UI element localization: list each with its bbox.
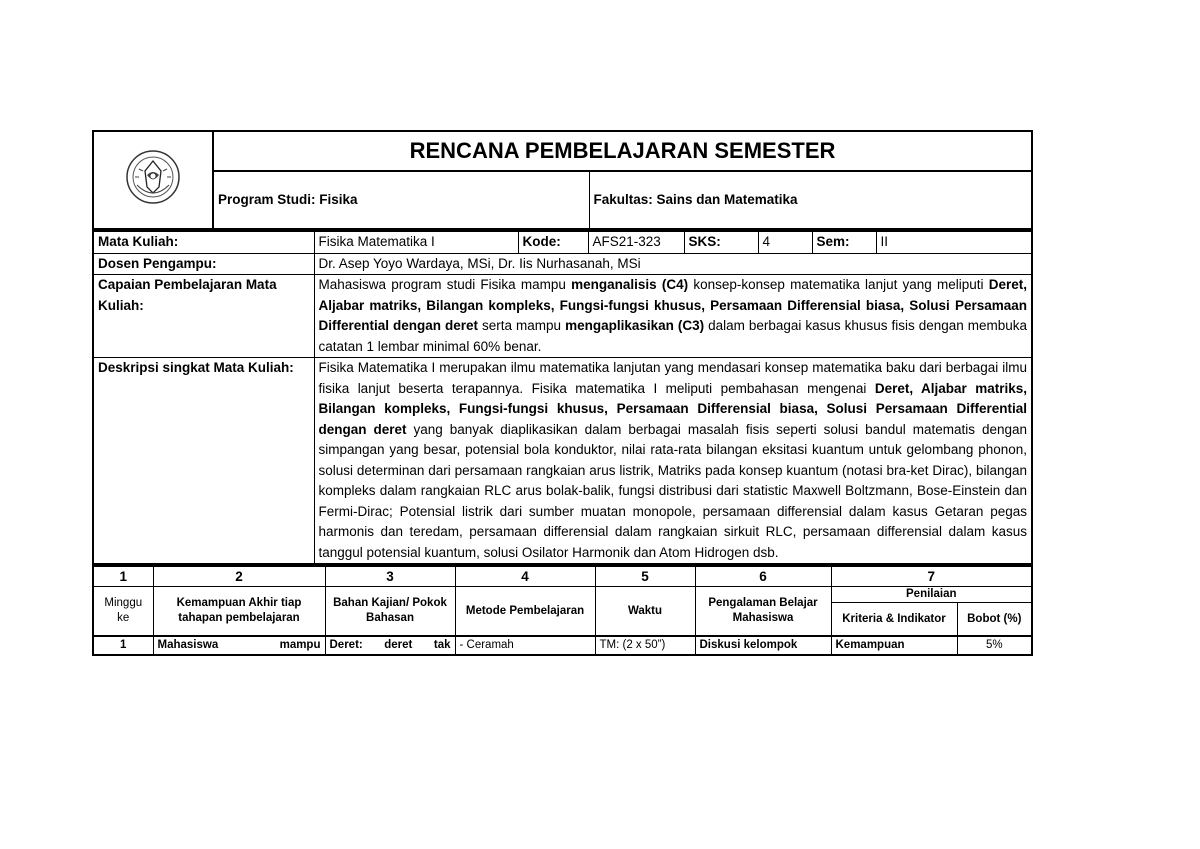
fakultas: Fakultas: Sains dan Matematika: [589, 171, 1032, 229]
capaian-bold: menganalisis (C4): [571, 277, 689, 292]
capaian-part: Mahasiswa program studi Fisika mampu: [318, 277, 572, 292]
col-number: 6: [695, 566, 831, 587]
header-pengalaman: Pengalaman Belajar Mahasiswa: [695, 587, 831, 637]
header-kemampuan: Kemampuan Akhir tiap tahapan pembelajaran: [153, 587, 325, 637]
dosen-label: Dosen Pengampu:: [93, 253, 314, 275]
sks-label: SKS:: [684, 231, 758, 253]
col-number: 5: [595, 566, 695, 587]
col-number: 1: [93, 566, 153, 587]
university-seal-icon: [125, 149, 181, 205]
kode-value: AFS21-323: [588, 231, 684, 253]
capaian-part: serta mampu: [478, 318, 566, 333]
sks-value: 4: [758, 231, 812, 253]
mata-kuliah-value: Fisika Matematika I: [314, 231, 518, 253]
mata-kuliah-label: Mata Kuliah:: [93, 231, 314, 253]
header-penilaian: Penilaian: [831, 587, 1032, 603]
info-table: [92, 230, 1033, 565]
sem-value: II: [876, 231, 1032, 253]
cell-pengalaman: Diskusi kelompok: [695, 636, 831, 655]
kode-label: Kode:: [518, 231, 588, 253]
cell-bobot: 5%: [957, 636, 1032, 655]
deskripsi-part: Fisika Matematika I merupakan ilmu matematika lanjutan yang mendasari konsep matematika baku dari berbagai ilmu fisika lanjut beserta terapannya. Fisika matematika I meliputi pembahasan mengenai: [318, 360, 1027, 396]
schedule-table: [92, 565, 1033, 656]
header-bahan: Bahan Kajian/ Pokok Bahasan: [325, 587, 455, 637]
col-number: 7: [831, 566, 1032, 587]
capaian-part: dalam berbagai kasus khusus fisis dengan membuka catatan 1 lembar minimal 60% benar.: [318, 318, 1028, 354]
deskripsi-text: [314, 358, 1032, 565]
header-minggu: Minggu ke: [93, 587, 153, 637]
capaian-label: Capaian Pembelajaran Mata Kuliah:: [93, 275, 314, 358]
sem-label: Sem:: [812, 231, 876, 253]
cell-bahan: Deret: deret tak: [325, 636, 455, 655]
logo-cell: [93, 131, 213, 229]
cell-waktu: TM: (2 x 50”): [595, 636, 695, 655]
dosen-value: Dr. Asep Yoyo Wardaya, MSi, Dr. Iis Nurhasanah, MSi: [314, 253, 1032, 275]
capaian-part: konsep-konsep matematika lanjut yang meliputi: [688, 277, 989, 292]
col-number: 4: [455, 566, 595, 587]
cell-kemampuan: Mahasiswa mampu: [153, 636, 325, 655]
header-waktu: Waktu: [595, 587, 695, 637]
deskripsi-label: Deskripsi singkat Mata Kuliah:: [93, 358, 314, 565]
page-title: RENCANA PEMBELAJARAN SEMESTER: [213, 131, 1032, 171]
table-row: [93, 636, 1032, 655]
capaian-bold: mengaplikasikan (C3): [565, 318, 705, 333]
header-table: [92, 130, 1033, 230]
capaian-text: [314, 275, 1032, 358]
header-bobot: Bobot (%): [957, 603, 1032, 637]
program-studi: Program Studi: Fisika: [213, 171, 589, 229]
header-metode: Metode Pembelajaran: [455, 587, 595, 637]
cell-metode: - Ceramah: [455, 636, 595, 655]
rps-document: [92, 130, 1031, 656]
capaian-bold: Deret, Aljabar matriks, Bilangan kompleks, Fungsi-fungsi khusus, Persamaan Differensial biasa, Solusi Persamaan Differential dengan deret: [318, 277, 1027, 333]
col-number: 2: [153, 566, 325, 587]
col-number: 3: [325, 566, 455, 587]
header-kriteria: Kriteria & Indikator: [831, 603, 957, 637]
deskripsi-bold: Deret, Aljabar matriks, Bilangan kompleks, Fungsi-fungsi khusus, Persamaan Differensial biasa, Solusi Persamaan Differential dengan deret: [318, 380, 1027, 437]
cell-kriteria: Kemampuan: [831, 636, 957, 655]
cell-minggu: 1: [93, 636, 153, 655]
deskripsi-part: yang banyak diaplikasikan dalam berbagai masalah fisis seperti solusi bandul matematis dengan simpangan yang besar, potensial bola konduktor, nilai rata-rata bilangan eksitasi kuantum untuk gelombang phonon, solusi determinan dari persamaan rangkaian arus listrik, Matriks pada konsep kuantum (notasi bra-ket Dirac), bilangan kompleks dalam rangkaian RLC arus bolak-balik, fungsi distribusi dari statistic Maxwell Boltzmann, Bose-Einstein dan Fermi-Dirac; Potensial listrik dari sumber muatan monopole, persamaan differensial dalam kasus Getaran pegas harmonis dan teredam, persamaan differensial dalam rangkaian sirkuit RLC, persamaan differensial dalam kasus tanggul potensial kuantum, solusi Osilator Harmonik dan Atom Hidrogen dsb.: [318, 421, 1028, 560]
